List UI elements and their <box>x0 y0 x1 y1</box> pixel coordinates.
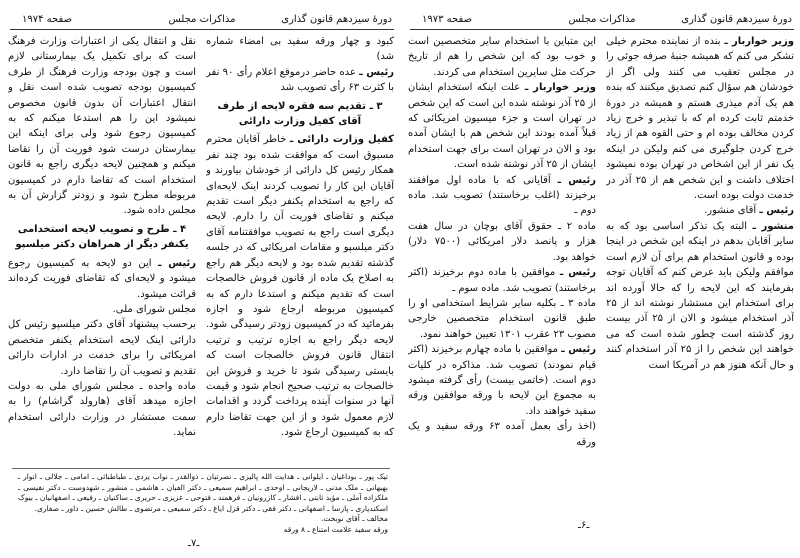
paragraph <box>8 379 196 441</box>
speaker-name: وزیر خواربار ـ <box>724 36 794 47</box>
paragraph-text: موافقین با ماده چهارم برخیزند (اکثر قیام نمودند) تصویب شد. مذاکره در کلیات دوم است. (خاتمی بیست) رأی گرفته میشود به مجموع این لایحه با ورقه موافقین ورقه سفید خواهند داد. <box>408 344 596 417</box>
page-number: ـ۶ـ <box>578 520 590 531</box>
vote-list <box>18 472 388 535</box>
paragraph <box>408 219 596 265</box>
text-column-left <box>408 34 596 492</box>
text-column-left <box>8 34 196 466</box>
paragraph <box>8 317 196 379</box>
section-title: مذاکرات مجلس <box>568 14 636 25</box>
text-column-right <box>206 34 394 466</box>
paragraph <box>8 34 196 219</box>
paragraph-text: بنده از نماینده محترم خیلی تشکر می کنم که همیشه جنبهٔ صرفه جوئی را در مجلس تعقیب می کنند ولی اگر از خودشان هم سؤال کنم تصدیق میکنند که بنده هم یک آدم میذری هستم و همیشه در دورهٔ خدمتم ثابت کرده ام که با تبذیر و خرج زیاد کردن مخالف بوده ام و حتی القوه هم از زیاد خرج کردن جلوگیری می کنم ولیکن در اینکه یک نفر از این اشخاص در تهران بوده نمیشود اختلاف داشت و این شخص هم از ۲۵ آذر در خدمت دولت بوده است. <box>606 36 794 202</box>
paragraph <box>8 302 196 317</box>
section-title: مذاکرات مجلس <box>168 14 236 25</box>
paragraph-text: (اخذ رأی بعمل آمده ۶۳ ورقه سفید و یک ورقه <box>408 421 596 448</box>
page-label: صفحه ۱۹۷۳ <box>422 14 473 25</box>
paragraph-text: آقای منشور. <box>704 205 757 217</box>
session-title: دورهٔ سیزدهم قانون گذاری <box>281 14 392 25</box>
paragraph <box>408 342 596 419</box>
paragraph <box>408 80 596 172</box>
speaker-name: کفیل وزارت دارائی ـ <box>289 134 394 146</box>
paragraph-text: مجلس شورای ملی. <box>112 303 196 315</box>
voters-names: تیک پور ـ بوداغیان ـ ایلوانی ـ هدایت الله پالیزی ـ نصرتیان ـ ذوالقدر ـ نواب یزدی ـ طباطبائی ـ امامی ـ جلالی ـ انوار ـ بهبهانی ـ ملک مدنی ـ لاریجانی ـ اوحدی ـ ابراهیم سمیعی ـ دکتر الفبان ـ هاشمی ـ منشور ـ شهدوست ـ دکتر نفیسی ـ ملکزاده آملی ـ مؤید ثابتی ـ افشار ـ کازرونیان ـ فرهمند ـ فتوحی ـ عزیزی ـ حریری ـ ساکنیان ـ رفیعی ـ اصفهانیان ـ بیوک اسکندیاری ـ پارسا ـ اصفهانی ـ دکتر فقی ـ دکتر قزل ایاغ ـ دکتر سمیعی ـ مرتضوی ـ طالش حسین ـ داور ـ صفاری. <box>18 472 388 513</box>
paragraph <box>206 65 394 96</box>
voters-against: مخالف ـ آقای نوبخت. <box>320 514 388 523</box>
paragraph-text: این دو لایحه به کمیسیون رجوع میشود و لایحه‌ای که تقاضای فوریت کرده‌اند قرائت میشود. <box>8 257 196 300</box>
session-title: دورهٔ سیزدهم قانون گذاری <box>681 14 792 25</box>
page-header <box>412 14 792 28</box>
paragraph-text: برحسب پیشنهاد آقای دکتر میلسپو رئیس کل دارائی اینک لایحه استخدام یکنفر متخصص امریکائی را برای خدمت در ادارات دارائی تقدیم و تصویب آن را تقاضا دارد. <box>8 319 196 377</box>
paragraph-text: نقل و انتقال یکی از اعتبارات وزارت فرهنگ است که برای تکمیل یک بیمارستانی لازم است و چون بودجه وزارت فرهنگ از طرف کمیسیون بودجه تصویب شده است نقل و انتقال اعتبارات آن بدون قانون مخصوص نمیشود این را هم استدعا میکنم که به کمیسیون رجوع شود ولی برای اینکه این بیمارستان درست شود فوریت آن را تقاضا میکنم و همچنین لایحه دیگری راجع به قانون استخدام است که تقاضا دارم در کمیسیون مربوطه مطرح شود و زودتر گزارش آن به مجلس داده شود. <box>8 36 196 217</box>
right-page <box>400 0 800 558</box>
abstain-count: ورقه سفید علامت امتناع ـ ۸ ورقه <box>283 524 388 534</box>
footer-rule <box>12 468 390 469</box>
section-heading: ۴ ـ طرح و تصویب لایحه استخدامی یکنفر دیگر از همراهان دکتر میلسپو <box>15 223 189 251</box>
speaker-name: رئیس ـ <box>559 267 596 279</box>
paragraph-text: آقایانی که با ماده اول موافقند برخیزند (اغلب برخاستند) تصویب شد. ماده دوم ـ <box>408 174 596 217</box>
paragraph <box>606 219 794 373</box>
paragraph <box>606 203 794 218</box>
page-label: صفحه ۱۹۷۴ <box>22 14 73 25</box>
header-rule <box>10 29 394 30</box>
paragraph-text: خاطر آقایان محترم مسبوق است که موافقت شده بود چند نفر همکار رئیس کل دارائی از خودشان بیاورند و آقایان این کار را تصویب کردند اینک لایحه‌ای که راجع به استخدام یکنفر دیگر است تقدیم میکنم و تقاضای فوریت آن را دارم. لایحه دیگری است راجع به تصویب موافقتنامه آقای دکتر میلسپو و مقامات امریکائی که در جلسه گذشته تقدیم شده بود و لایحه دیگر هم راجع به اصلاح یک ماده از قانون فروش خالصجات است که تقدیم میکنم و استدعا دارم که به کمیسیون مربوطه ارجاع شود و اجازه بفرمائید که در کمیسیون زودتر رسیدگی شود. لایحه دیگر راجع به اجازه ترتیب و ترتیب انتقال قانون فروش خالصجات است که بایستی رسیدگی شود تا خرید و فروش این خالصجات به ترتیب صحیح انجام شود و قیمت آنها در سنوات آینده پرداخت گردد و اقدامات لازم معمول شود و از این جهت تقاضا دارم که به کمیسیون ارجاع شود. <box>206 134 394 439</box>
paragraph-text: البته یک تذکر اساسی بود که به سایر آقایان بدهم در اینکه این شخص در اینجا بوده و قانون استخدام هم برای آن لازم است موافقم ولیکن باید عرض کنم که آقایان توجه بفرمایند که این لایحه را که حالا آورده اند برای استخدام این مستشار نوشته اند از ۲۵ آذر استخدام میشود و الان از ۲۵ آذر بیست روز گذشته است چطور شده است که می خواهند این شخص را از ۲۵ آذر استخدام کنند و حال آنکه هنوز هم در آمریکا است <box>606 220 794 371</box>
paragraph <box>408 34 596 80</box>
page-header <box>12 14 392 28</box>
paragraph-text: موافقین با ماده دوم برخیزند (اکثر برخاستند) تصویب شد. ماده سوم ـ <box>408 267 596 294</box>
speaker-name: منشور ـ <box>752 220 794 232</box>
paragraph-text: عده حاضر درموقع اعلام رأی ۹۰ نفر با کثرت ۶۳ رأی تصویب شد <box>206 66 394 94</box>
paragraph-text: این متباین با استخدام سایر متخصصین است و خوب بود که این شخص را هم از تاریخ حرکت مثل سایرین استخدام می کردند. <box>408 36 596 78</box>
paragraph <box>206 132 394 440</box>
paragraph-text: کبود و چهار ورقه سفید بی امضاء شماره شد) <box>206 36 394 63</box>
paragraph <box>606 34 794 203</box>
paragraph <box>408 173 596 219</box>
paragraph-text: ماده واحده ـ مجلس شورای ملی به دولت اجازه میدهد آقای (هارولد گراشام) را به سمت مستشار در وزارت دارائی استخدام نماید. <box>8 380 196 439</box>
paragraph-text: علت اینکه استخدام ایشان از ۲۵ آذر نوشته شده این است که این شخص در تهران است و جزء میسیون امریکائی که قبلاً آمده بودند این شخص هم با ایشان آمده بود و الان در تهران است برای جهت استخدام ایشان از ۲۵ آذر نوشته شده است. <box>408 82 596 171</box>
paragraph-text: ماده ۳ ـ بکلیه سایر شرایط استخدامی او را طبق قانون استخدام متخصصین خارجی مصوب ۲۳ عقرب ۱۳۰۱ تعیین خواهند نمود. <box>408 297 596 340</box>
speaker-name: وزیر خواربار ـ <box>524 82 596 94</box>
section-heading: ۳ ـ تقدیم سه فقره لایحه از طرف آقای کفیل وزارت دارائی <box>217 100 383 128</box>
text-column-right <box>606 34 794 492</box>
speaker-name: رئیس ـ <box>561 344 596 356</box>
header-rule <box>410 29 794 30</box>
paragraph <box>408 296 596 342</box>
paragraph <box>8 256 196 302</box>
speaker-name: رئیس ـ <box>158 257 196 269</box>
speaker-name: رئیس ـ <box>557 174 596 186</box>
speaker-name: رئیس ـ <box>359 66 394 78</box>
paragraph <box>206 34 394 65</box>
speaker-name: رئیس ـ <box>759 205 794 217</box>
page-number: ـ۷ـ <box>188 538 200 549</box>
paragraph-text: ماده ۲ ـ حقوق آقای بوچان در سال هفت هزار و پانصد دلار امریکائی (۷۵۰۰ دلار) خواهد بود. <box>408 220 596 263</box>
paragraph <box>408 265 596 296</box>
paragraph <box>408 419 596 450</box>
